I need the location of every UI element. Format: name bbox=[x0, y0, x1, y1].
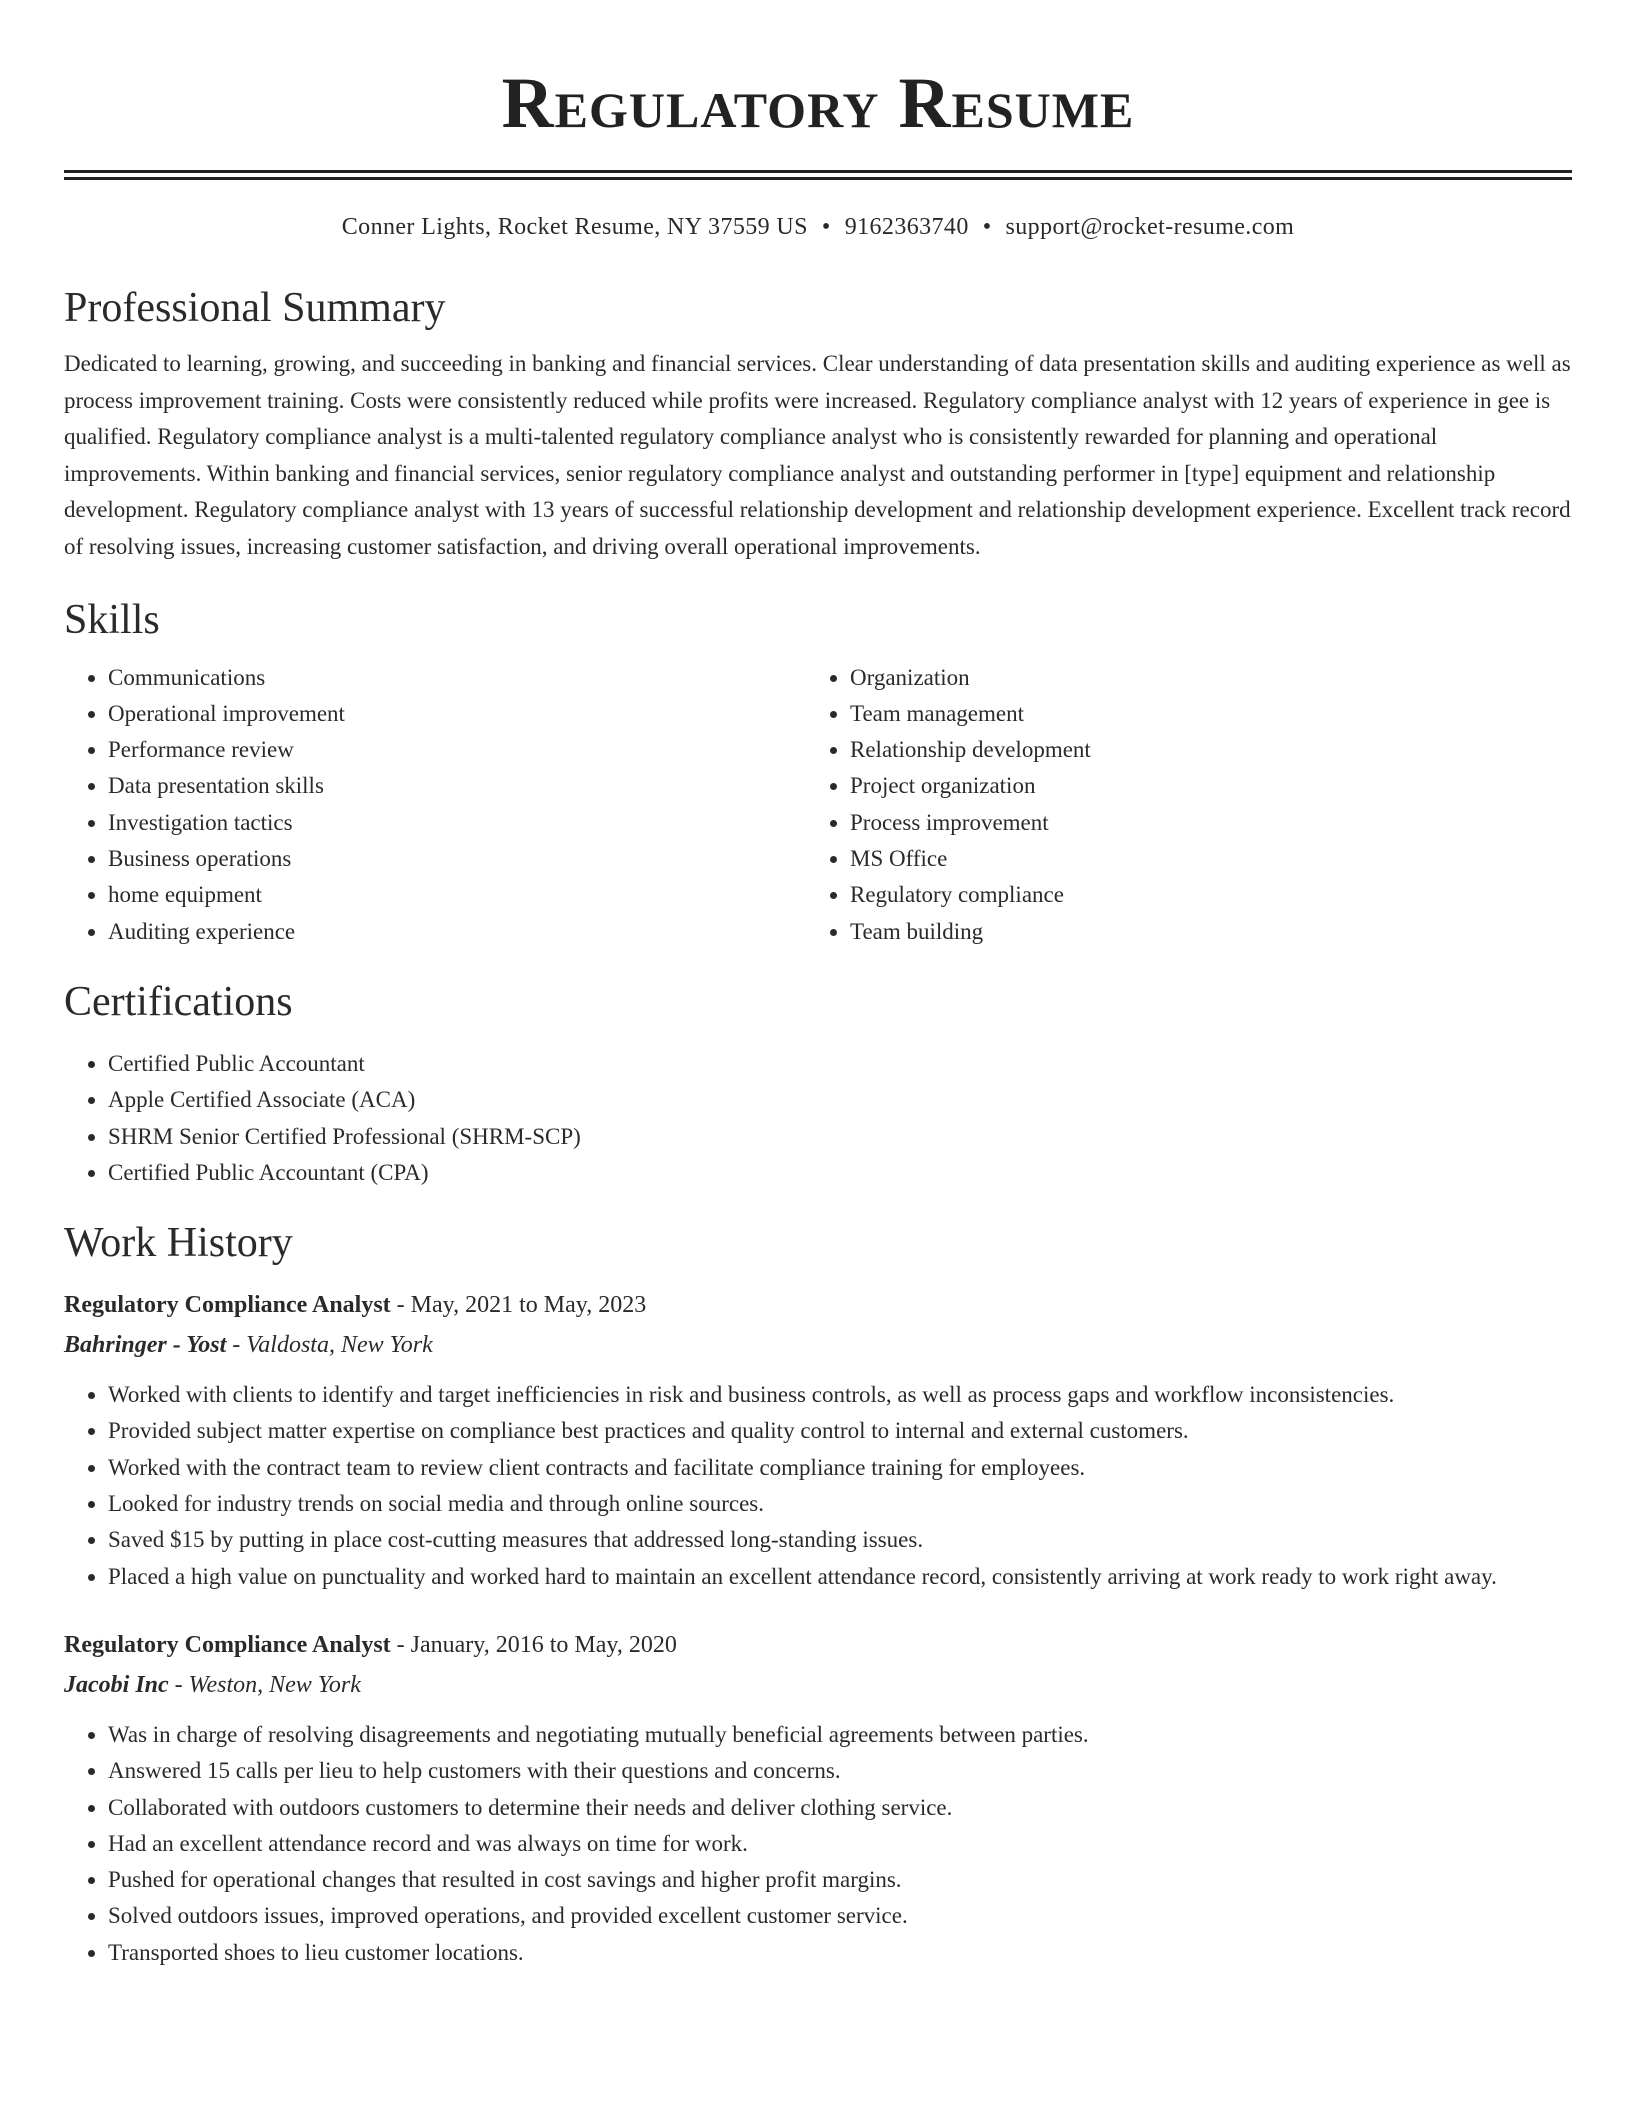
job-company-line bbox=[64, 1325, 1572, 1365]
summary-heading: Professional Summary bbox=[64, 285, 446, 331]
job-dates: - January, 2016 to May, 2020 bbox=[390, 1631, 677, 1658]
contact-phone: 9162363740 bbox=[844, 214, 969, 240]
job-location: - Valdosta, New York bbox=[226, 1332, 433, 1359]
summary-text: Dedicated to learning, growing, and succeeding in banking and financial services. Clear understanding of data presentation skills and auditing experience as well as process improvement training. Costs were consistently reduced while profits were increased. Regulatory compliance analyst with 12 years of experience in gee is qualified. Regulatory compliance analyst is a multi-talented regulatory compliance analyst who is consistently rewarded for planning and operational improvements. Within banking and financial services, senior regulatory compliance analyst and outstanding performer in [type] equipment and relationship development. Regulatory compliance analyst with 13 years of successful relationship development and relationship development experience. Excellent track record of resolving issues, increasing customer satisfaction, and driving overall operational improvements. bbox=[64, 351, 1571, 559]
skill-item: • Process improvement bbox=[850, 805, 1548, 841]
job-title-line bbox=[64, 1285, 1572, 1325]
skills-heading: Skills bbox=[64, 596, 160, 643]
job-company: Jacobi Inc bbox=[64, 1671, 169, 1698]
job-bullet: • Saved $15 by putting in place cost-cutting measures that addressed long-standing issues. bbox=[108, 1522, 1572, 1558]
skill-item: • Auditing experience bbox=[108, 914, 806, 950]
job-bullet: • Had an excellent attendance record and was always on time for work. bbox=[108, 1826, 1572, 1862]
skills-list-left bbox=[64, 660, 806, 950]
job-dates: - May, 2021 to May, 2023 bbox=[390, 1292, 647, 1319]
contact-separator: • bbox=[982, 214, 992, 240]
job-location: - Weston, New York bbox=[168, 1671, 361, 1698]
job-company-line bbox=[64, 1665, 1572, 1705]
skill-item: • Regulatory compliance bbox=[850, 877, 1548, 913]
skill-item: • Data presentation skills bbox=[108, 768, 806, 804]
job-bullet: • Looked for industry trends on social media and through online sources. bbox=[108, 1486, 1572, 1522]
job-bullet: • Worked with the contract team to review client contracts and facilitate compliance training for employees. bbox=[108, 1450, 1572, 1486]
contact-separator: • bbox=[821, 214, 831, 240]
certification-item: • Apple Certified Associate (ACA) bbox=[108, 1082, 1572, 1118]
certification-item: • Certified Public Accountant (CPA) bbox=[108, 1155, 1572, 1191]
contact-line bbox=[64, 212, 1572, 242]
skill-item: • Business operations bbox=[108, 841, 806, 877]
job-entry bbox=[64, 1625, 1572, 1971]
resume-page bbox=[64, 0, 1572, 1971]
job-role: Regulatory Compliance Analyst bbox=[64, 1631, 391, 1658]
certifications-list bbox=[64, 1046, 1572, 1191]
contact-email: support@rocket-resume.com bbox=[1005, 214, 1295, 240]
job-bullet: • Answered 15 calls per lieu to help customers with their questions and concerns. bbox=[108, 1753, 1572, 1789]
job-bullet: • Provided subject matter expertise on compliance best practices and quality control to internal and external customers. bbox=[108, 1413, 1572, 1449]
skill-item: • Organization bbox=[850, 660, 1548, 696]
work-history-heading: Work History bbox=[64, 1220, 293, 1267]
certification-item: • Certified Public Accountant bbox=[108, 1046, 1572, 1082]
job-entry bbox=[64, 1285, 1572, 1595]
job-role: Regulatory Compliance Analyst bbox=[64, 1292, 391, 1319]
job-company: Bahringer - Yost bbox=[64, 1332, 227, 1359]
skill-item: • Operational improvement bbox=[108, 696, 806, 732]
contact-address: Conner Lights, Rocket Resume, NY 37559 US bbox=[341, 214, 808, 240]
resume-title: Regulatory Resume bbox=[501, 63, 1135, 143]
title-double-rule bbox=[64, 170, 1572, 180]
job-bullet: • Placed a high value on punctuality and worked hard to maintain an excellent attendance record, consistently arriving at work ready to work right away. bbox=[108, 1559, 1572, 1595]
job-bullet: • Transported shoes to lieu customer locations. bbox=[108, 1935, 1572, 1971]
skill-item: • Project organization bbox=[850, 768, 1548, 804]
skill-item: • Relationship development bbox=[850, 732, 1548, 768]
skill-item: • Performance review bbox=[108, 732, 806, 768]
job-bullet: • Pushed for operational changes that resulted in cost savings and higher profit margins. bbox=[108, 1862, 1572, 1898]
job-title-line bbox=[64, 1625, 1572, 1665]
skill-item: • home equipment bbox=[108, 877, 806, 913]
skill-item: • Investigation tactics bbox=[108, 805, 806, 841]
job-bullet: • Collaborated with outdoors customers to determine their needs and deliver clothing service. bbox=[108, 1790, 1572, 1826]
job-bullets bbox=[64, 1717, 1572, 1971]
job-bullet: • Worked with clients to identify and target inefficiencies in risk and business controls, as well as process gaps and workflow inconsistencies. bbox=[108, 1377, 1572, 1413]
skill-item: • MS Office bbox=[850, 841, 1548, 877]
certifications-heading: Certifications bbox=[64, 978, 293, 1025]
job-bullet: • Was in charge of resolving disagreements and negotiating mutually beneficial agreements between parties. bbox=[108, 1717, 1572, 1753]
job-bullet: • Solved outdoors issues, improved operations, and provided excellent customer service. bbox=[108, 1898, 1572, 1934]
skill-item: • Communications bbox=[108, 660, 806, 696]
skill-item: • Team building bbox=[850, 914, 1548, 950]
certification-item: • SHRM Senior Certified Professional (SHRM-SCP) bbox=[108, 1119, 1572, 1155]
skills-columns bbox=[64, 660, 1572, 950]
skills-list-right bbox=[806, 660, 1548, 950]
skill-item: • Team management bbox=[850, 696, 1548, 732]
job-bullets bbox=[64, 1377, 1572, 1595]
